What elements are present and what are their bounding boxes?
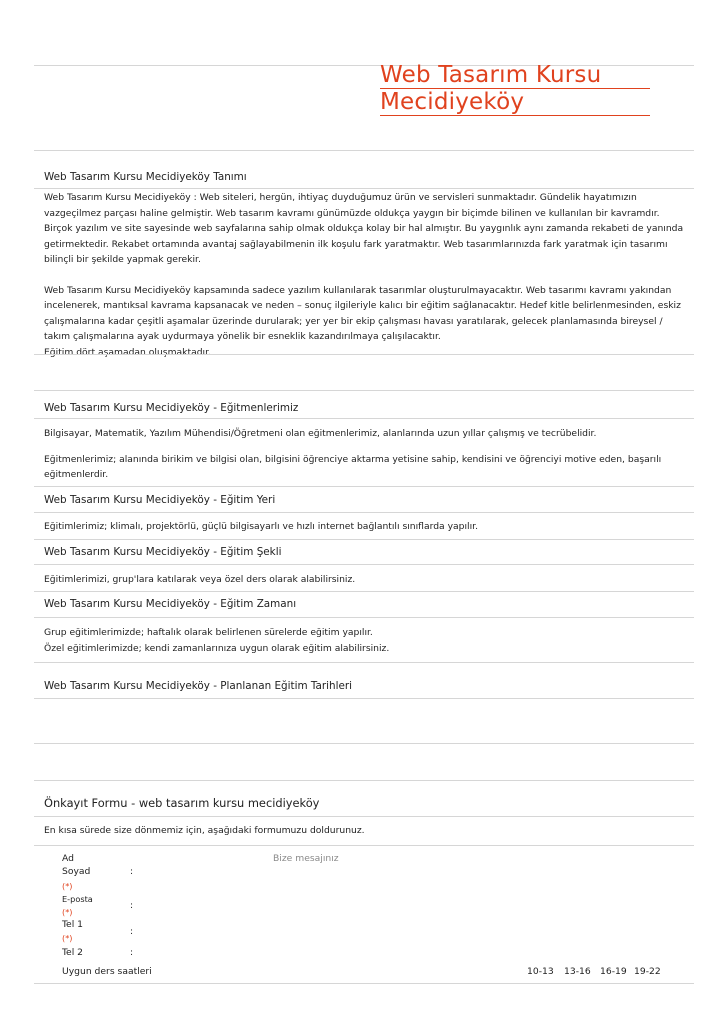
divider <box>34 743 694 744</box>
divider <box>34 564 694 565</box>
divider <box>34 390 694 391</box>
message-field-label[interactable]: Bize mesajınız <box>273 853 339 864</box>
paragraph: Özel eğitimlerimizde; kendi zamanlarınıza uygun olarak eğitim alabilirsiniz. <box>44 642 390 654</box>
paragraph: Web Tasarım Kursu Mecidiyeköy : Web siteleri, hergün, ihtiyaç duyduğumuz ürün ve servisleri sunmaktadır. Gündelik hayatımızın vazgeçilmez parçası haline gelmiştir. Web tasarım kavramı günümüzde oldukça yaygın bir biçimde bilinen ve kullanılan bir kavramdır. Birçok yazılım ve site sayesinde web sayfalarına sahip olmak oldukça kolay bir hal almıştır. Bu yaygınlık aynı zamanda rekabeti de yanında getirmektedir. Rekabet ortamında avantaj sağlayabilmenin ilk koşulu fark yaratmaktır. Web tasarımlarınızda fark yaratmak için tasarımı bilinçli bir şekilde yapmak gerekir. <box>44 192 684 265</box>
divider <box>34 150 694 151</box>
phone1-field-colon[interactable]: : <box>130 926 134 937</box>
hours-option-10-13[interactable]: 10-13 <box>527 966 554 977</box>
section-body-zaman <box>44 625 689 656</box>
required-marker: (*) <box>62 881 73 891</box>
divider <box>34 662 694 663</box>
available-hours-label: Uygun ders saatleri <box>62 966 152 977</box>
section-heading-tanim: Web Tasarım Kursu Mecidiyeköy Tanımı <box>44 171 247 183</box>
section-body-egitmenler <box>44 426 689 483</box>
divider <box>34 591 694 592</box>
section-body-yer <box>44 519 689 535</box>
divider <box>34 816 694 817</box>
hours-option-13-16[interactable]: 13-16 <box>564 966 591 977</box>
section-heading-egitmenler: Web Tasarım Kursu Mecidiyeköy - Eğitmenlerimiz <box>44 402 299 414</box>
divider <box>34 486 694 487</box>
divider <box>34 617 694 618</box>
paragraph: Eğitimlerimizi, grup'lara katılarak veya özel ders olarak alabilirsiniz. <box>44 574 356 585</box>
divider <box>34 512 694 513</box>
divider <box>34 698 694 699</box>
email-field-label: E-posta <box>62 894 93 904</box>
email-field-colon[interactable]: : <box>130 900 134 911</box>
paragraph: Grup eğitimlerimizde; haftalık olarak belirlenen sürelerde eğitim yapılır. <box>44 627 373 638</box>
section-heading-yer: Web Tasarım Kursu Mecidiyeköy - Eğitim Yeri <box>44 494 276 506</box>
divider <box>34 418 694 419</box>
paragraph: Eğitim dört aşamadan oluşmaktadır. <box>44 346 211 358</box>
surname-field-colon[interactable]: : <box>130 866 134 877</box>
section-body-tanim <box>44 190 689 360</box>
divider <box>34 539 694 540</box>
hours-option-16-19[interactable]: 16-19 <box>600 966 627 977</box>
section-heading-sekil: Web Tasarım Kursu Mecidiyeköy - Eğitim Şekli <box>44 546 282 558</box>
hours-option-19-22[interactable]: 19-22 <box>634 966 661 977</box>
paragraph: Eğitmenlerimiz; alanında birikim ve bilgisi olan, bilgisini öğrenciye aktarma yetisine sahip, kendisini ve öğrenciyi motive eden, başarılı eğitmenlerdir. <box>44 453 662 480</box>
divider <box>34 188 694 189</box>
phone2-field-colon[interactable]: : <box>130 947 134 958</box>
paragraph: Bilgisayar, Matematik, Yazılım Mühendisi/Öğretmeni olan eğitmenlerimiz, alanlarında uzun yıllar çalışmış ve tecrübelidir. <box>44 428 597 439</box>
required-marker: (*) <box>62 933 73 943</box>
phone1-field-label: Tel 1 <box>62 919 84 930</box>
divider <box>34 354 694 355</box>
document-page <box>34 0 694 1030</box>
section-heading-zaman: Web Tasarım Kursu Mecidiyeköy - Eğitim Zamanı <box>44 598 297 610</box>
title-line-1: Web Tasarım Kursu <box>380 62 650 89</box>
section-body-sekil <box>44 572 689 588</box>
divider <box>34 780 694 781</box>
title-line-2: Mecidiyeköy <box>380 89 650 116</box>
form-note: En kısa sürede size dönmemiz için, aşağıdaki formumuzu doldurunuz. <box>44 825 365 836</box>
name-field-label: Ad <box>62 853 74 864</box>
required-marker: (*) <box>62 907 73 917</box>
page-title[interactable] <box>380 62 680 116</box>
form-title: Önkayıt Formu - web tasarım kursu mecidiyeköy <box>44 796 320 810</box>
divider <box>34 983 694 984</box>
paragraph: Web Tasarım Kursu Mecidiyeköy kapsamında sadece yazılım kullanılarak tasarımlar oluşturulmayacaktır. Web tasarımı kavramı yakından incelenerek, mantıksal kavrama kapsanacak ve neden – sonuç ilgileriyle kalıcı bir eğitim sağlanacaktır. Hedef kitle belirlenmesinden, eskiz çalışmalarına kadar çeşitli aşamalar üzerinde durularak; yer yer bir ekip çalışması havası yaratılarak, gelecek planlamasında bireysel / takım çalışmalarına ayak uydurmaya yönelik bir esneklik kazandırılmaya çalışılacaktır. <box>44 284 681 342</box>
paragraph: Eğitimlerimiz; klimalı, projektörlü, güçlü bilgisayarlı ve hızlı internet bağlantılı sınıflarda yapılır. <box>44 521 478 532</box>
section-heading-tarihler: Web Tasarım Kursu Mecidiyeköy - Planlanan Eğitim Tarihleri <box>44 680 353 692</box>
phone2-field-label: Tel 2 <box>62 947 84 958</box>
surname-field-label: Soyad <box>62 866 91 877</box>
divider <box>34 845 694 846</box>
